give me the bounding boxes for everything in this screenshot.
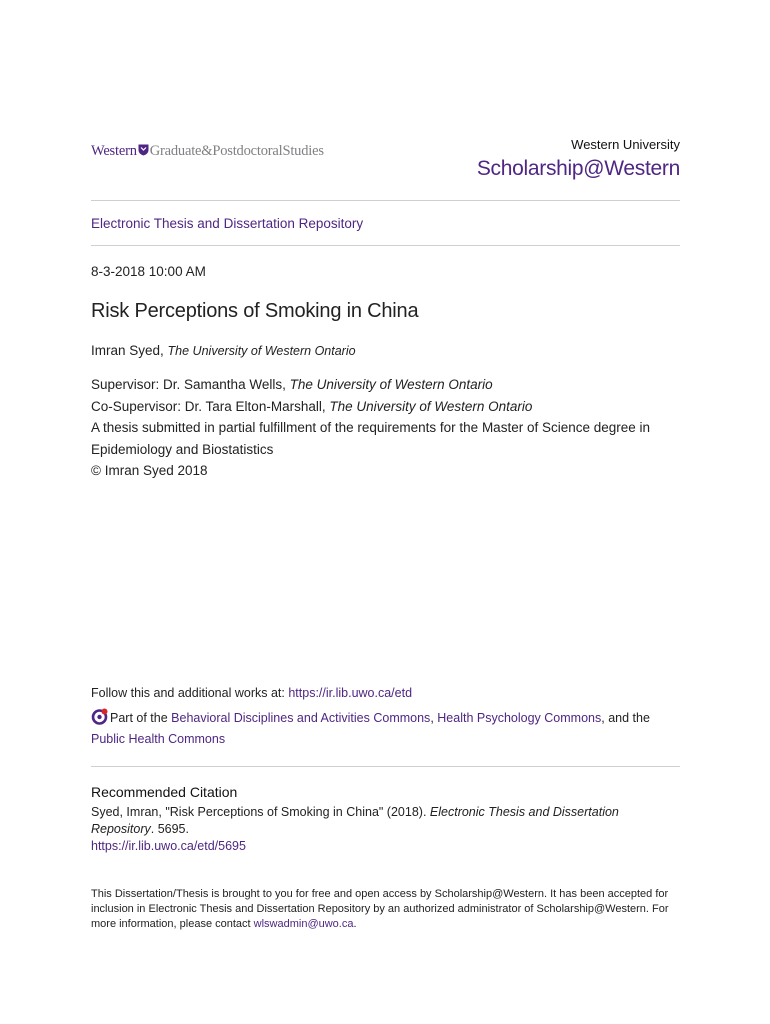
repository-link[interactable]: Electronic Thesis and Dissertation Repository bbox=[91, 216, 364, 231]
degree-statement: A thesis submitted in partial fulfillment of the requirements for the Master of Science degree in Epidemiology and Biostatistics bbox=[91, 420, 651, 457]
crest-icon bbox=[138, 144, 149, 156]
public-health-commons-link[interactable]: Public Health Commons bbox=[91, 732, 226, 746]
supervisor-line bbox=[91, 374, 680, 396]
citation-text: Syed, Imran, "Risk Perceptions of Smoking in China" (2018). bbox=[91, 805, 427, 819]
author-line: Imran Syed, The University of Western Ontario bbox=[91, 343, 356, 358]
university-name: Western University bbox=[571, 137, 680, 152]
contact-email-link[interactable]: wlswadmin@uwo.ca bbox=[253, 918, 354, 930]
citation-url-link[interactable]: https://ir.lib.uwo.ca/etd/5695 bbox=[91, 839, 246, 853]
part-of-prefix: Part of the bbox=[110, 711, 168, 725]
part-of-separator-2: , and the bbox=[601, 711, 650, 725]
supervisor-label: Supervisor: Dr. Samantha Wells, bbox=[91, 377, 286, 392]
site-name-link[interactable]: Scholarship@Western bbox=[476, 157, 680, 180]
follow-url-link[interactable]: https://ir.lib.uwo.ca/etd bbox=[288, 686, 413, 700]
copyright-notice: © Imran Syed 2018 bbox=[91, 463, 208, 478]
behavioral-disciplines-commons-link[interactable]: Behavioral Disciplines and Activities Commons bbox=[171, 711, 431, 725]
follow-text: Follow this and additional works at: bbox=[91, 686, 285, 700]
citation-series: Electronic Thesis and Dissertation Repository bbox=[91, 805, 619, 836]
thesis-details bbox=[91, 374, 680, 482]
access-notice bbox=[91, 887, 680, 932]
author-name: Imran Syed bbox=[91, 343, 161, 358]
access-notice-text: This Dissertation/Thesis is brought to you for free and open access by Scholarship@Western. It has been accepted for inclusion in Electronic Thesis and Dissertation Repository by an authorized administrator of Scholarship@Western. For more information, please contact bbox=[91, 888, 669, 930]
repository-divider bbox=[91, 245, 680, 246]
citation-heading: Recommended Citation bbox=[91, 784, 238, 800]
access-notice-end: . bbox=[353, 918, 357, 930]
thesis-title: Risk Perceptions of Smoking in China bbox=[91, 300, 419, 322]
header-divider bbox=[91, 200, 680, 201]
bepress-network-icon bbox=[91, 708, 108, 725]
co-supervisor-affiliation: The University of Western Ontario bbox=[329, 398, 533, 414]
co-supervisor-line bbox=[91, 396, 680, 418]
graduate-studies-logo bbox=[91, 143, 324, 160]
co-supervisor-label: Co-Supervisor: Dr. Tara Elton-Marshall, bbox=[91, 398, 326, 414]
logo-western-text: Western bbox=[91, 143, 137, 159]
part-of-line bbox=[91, 708, 680, 750]
logo-rest-text: Graduate&PostdoctoralStudies bbox=[149, 143, 324, 159]
health-psychology-commons-link[interactable]: Health Psychology Commons bbox=[437, 711, 602, 725]
follow-line bbox=[91, 686, 412, 700]
author-affiliation: The University of Western Ontario bbox=[167, 344, 356, 358]
publication-date: 8-3-2018 10:00 AM bbox=[91, 264, 206, 279]
citation-number: . 5695. bbox=[150, 822, 189, 836]
part-of-separator-1: , bbox=[430, 711, 434, 725]
supervisor-affiliation: The University of Western Ontario bbox=[289, 377, 493, 392]
citation-divider bbox=[91, 766, 680, 767]
citation-block bbox=[91, 804, 651, 855]
